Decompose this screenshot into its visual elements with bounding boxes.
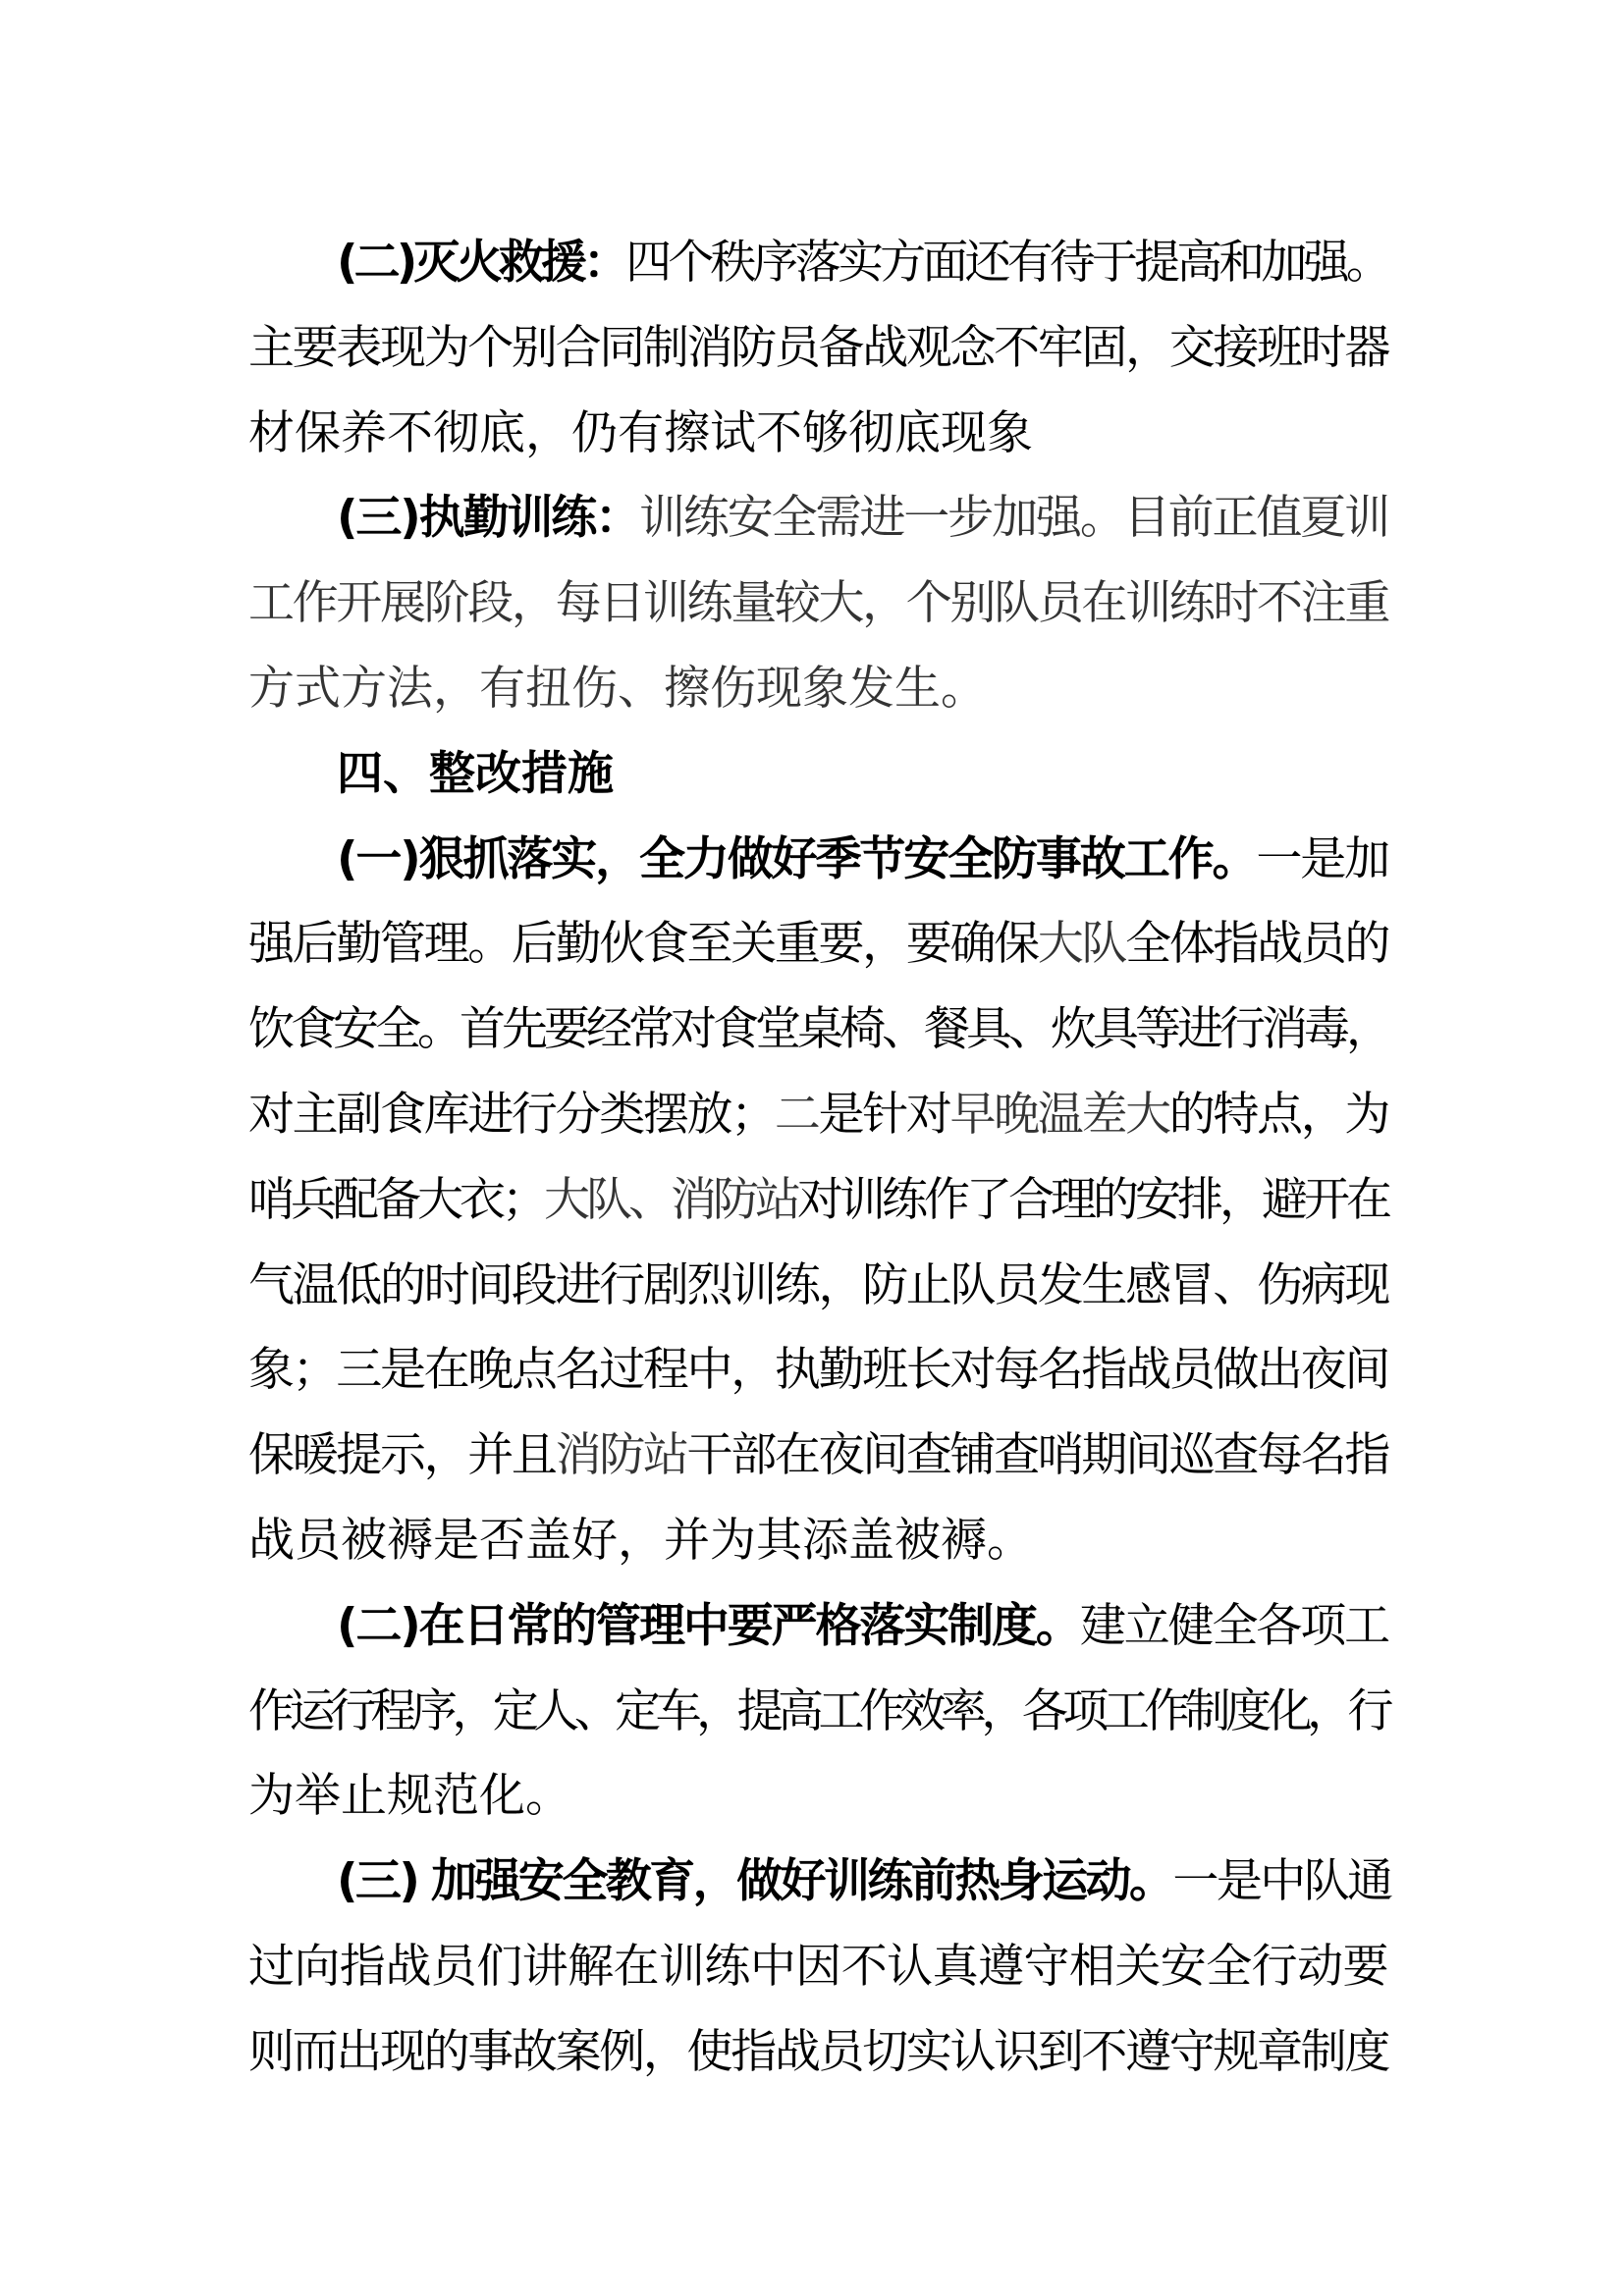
text-line	[248, 2023, 1388, 2082]
text-line	[248, 1426, 1388, 1485]
bold-heading-text: (一)狠抓落实，全力做好季节安全防事故工作。	[337, 831, 1257, 886]
text-line	[337, 1597, 1388, 1656]
text-line	[248, 1341, 1388, 1400]
body-text: 大队、消防站	[544, 1172, 797, 1227]
body-text: 主要表现为个别合同制消防员备战观念不牢固，交接班时器	[248, 320, 1389, 375]
body-text: 建立健全各项工	[1079, 1598, 1388, 1653]
body-text: 保暖提示，并且	[248, 1428, 556, 1483]
text-line	[248, 574, 1388, 633]
text-line	[248, 1938, 1388, 1997]
text-line	[248, 1767, 1388, 1826]
text-line	[248, 1682, 1388, 1741]
body-text: 对主副食库进行分类摆放；	[248, 1088, 775, 1142]
body-text: 过向指战员们讲解在训练中因不认真遵守相关安全行动要	[248, 1940, 1388, 1994]
text-line	[248, 1256, 1388, 1315]
body-text: 工作开展阶段，每日训练量较大，个别队员在训练时不注重	[248, 576, 1389, 631]
text-line	[337, 234, 1388, 293]
text-line	[337, 1852, 1391, 1911]
body-text: 的特点，为	[1168, 1088, 1389, 1142]
body-text: 一是中队通	[1172, 1854, 1391, 1909]
body-text: 则而出现的事故案例，使指战员切实认识到不遵守规章制度	[248, 2024, 1389, 2079]
text-line	[248, 1171, 1388, 1230]
text-line	[337, 745, 1388, 804]
body-text: 对训练作了合理的安排，避开在	[797, 1172, 1388, 1227]
text-line	[248, 1000, 1388, 1059]
text-line	[248, 319, 1388, 378]
body-text: 早晚温差大	[949, 1088, 1169, 1142]
text-line	[248, 915, 1388, 974]
body-text: 强后勤管理。后勤伙食至关重要，要确保	[248, 917, 1038, 972]
text-line	[337, 830, 1388, 889]
body-text: 二	[774, 1088, 819, 1142]
text-line	[248, 404, 1388, 463]
body-text: 一是加	[1256, 831, 1388, 886]
text-line	[337, 489, 1388, 548]
body-text: 象；三是在晚点名过程中，执勤班长对每名指战员做出夜间	[248, 1343, 1389, 1398]
body-text: 哨兵配备大衣；	[248, 1172, 544, 1227]
body-text: 气温低的时间段进行剧烈训练，防止队员发生感冒、伤病现	[248, 1257, 1389, 1312]
body-text: 大队	[1037, 917, 1126, 972]
body-text: 干部在夜间查铺查哨期间巡查每名指	[686, 1428, 1389, 1483]
body-text: 消防站	[555, 1428, 687, 1483]
body-text: 四个秩序落实方面还有待于提高和加强。	[625, 236, 1388, 290]
body-text: 训练安全需进一步加强。目前正值夏训	[639, 491, 1388, 546]
body-text: 是针对	[818, 1088, 950, 1142]
text-line	[248, 1512, 1388, 1571]
body-text: 方式方法，有扭伤、擦伤现象发生。	[248, 662, 987, 716]
bold-heading-text: (三) 加强安全教育，做好训练前热身运动。	[337, 1854, 1173, 1909]
body-text: 全体指战员的	[1125, 917, 1389, 972]
body-text: 饮食安全。首先要经常对食堂桌椅、餐具、炊具等进行消毒，	[248, 1002, 1388, 1057]
bold-heading-text: (二)在日常的管理中要严格落实制度。	[337, 1598, 1080, 1653]
bold-heading-text: 四、整改措施	[337, 746, 614, 801]
body-text: 战员被褥是否盖好，并为其添盖被褥。	[248, 1514, 1033, 1568]
text-line	[248, 1086, 1388, 1145]
text-line	[248, 660, 1388, 719]
body-text: 材保养不彻底，仍有擦试不够彻底现象	[248, 405, 1033, 460]
bold-heading-text: (二)灭火救援：	[337, 236, 626, 290]
body-text: 作运行程序，定人、定车，提高工作效率，各项工作制度化，行	[248, 1683, 1388, 1738]
bold-heading-text: (三)执勤训练：	[337, 491, 640, 546]
body-text: 为举止规范化。	[248, 1769, 571, 1824]
